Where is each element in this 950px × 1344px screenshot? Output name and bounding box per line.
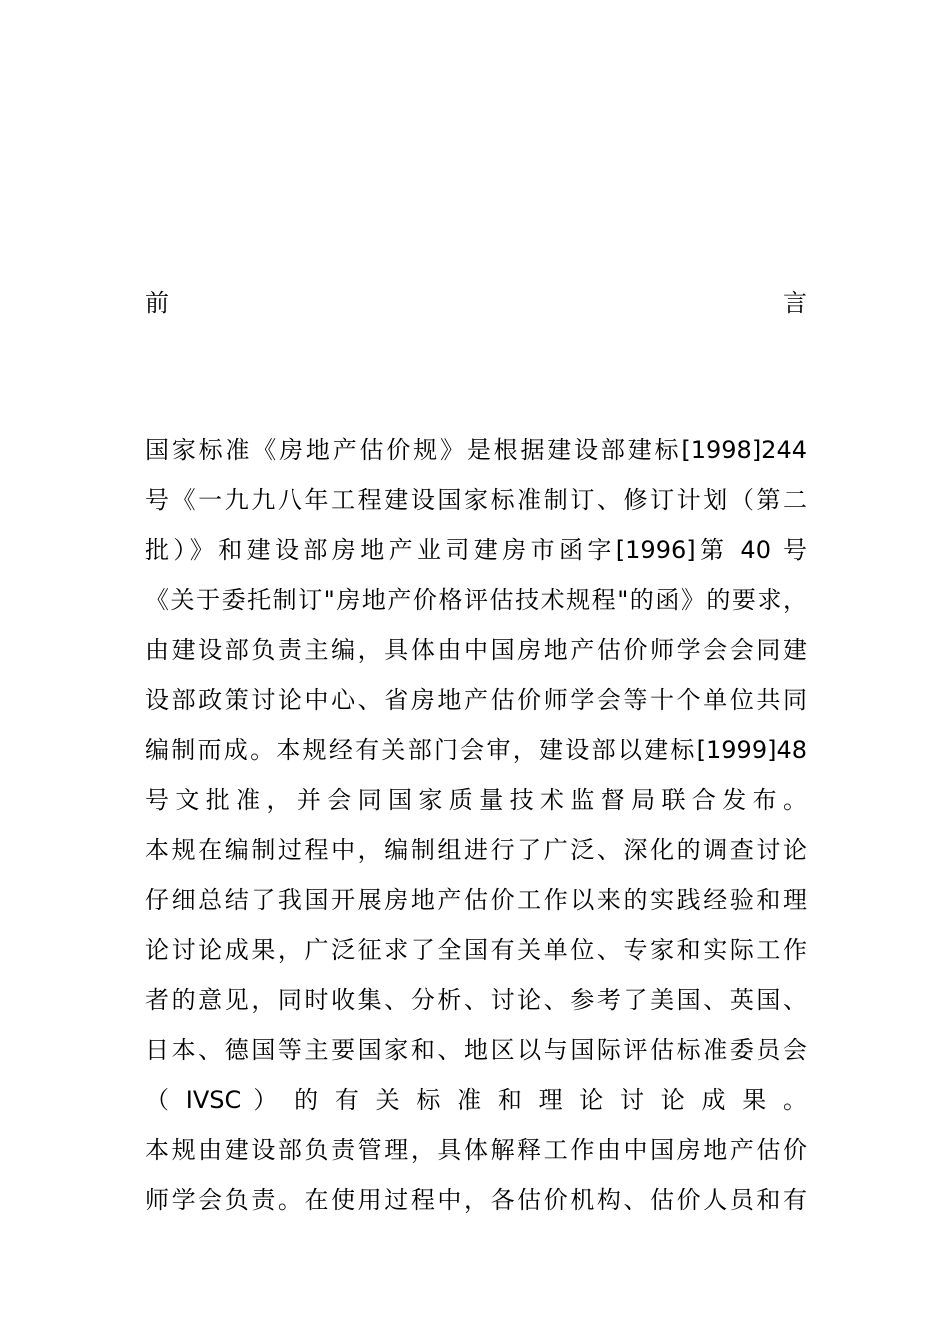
heading-left-char: 前 (145, 288, 169, 317)
text-line: 号文批准，并会同国家质量技术监督局联合发布。 (145, 786, 807, 814)
text-line: 由建设部负责主编，具体由中国房地产估价师学会会同建 (145, 636, 807, 664)
text-line: 仔细总结了我国开展房地产估价工作以来的实践经验和理 (145, 886, 807, 914)
text-line: （ IVSC ） 的 有 关 标 准 和 理 论 讨 论 成 果 。 (145, 1086, 807, 1114)
text-line: 设部政策讨论中心、省房地产估价师学会等十个单位共同 (145, 686, 807, 714)
body-paragraph (145, 428, 807, 1228)
text-line: 《关于委托制订"房地产价格评估技术规程"的函》的要求， (145, 586, 807, 614)
text-line: 号《一九九八年工程建设国家标准制订、修订计划（第二 (145, 486, 807, 514)
text-line: 本规在编制过程中，编制组进行了广泛、深化的调查讨论 (145, 836, 807, 864)
text-line: 本规由建设部负责管理，具体解释工作由中国房地产估价 (145, 1136, 807, 1164)
section-heading (145, 280, 807, 320)
text-line: 编制而成。本规经有关部门会审，建设部以建标[1999]48 (145, 736, 807, 764)
text-line: 日本、德国等主要国家和、地区以与国际评估标准委员会 (145, 1036, 807, 1064)
text-line: 批）》和建设部房地产业司建房市函字[1996]第 40 号 (145, 536, 807, 564)
heading-right-char: 言 (783, 288, 807, 317)
text-line: 国家标准《房地产估价规》是根据建设部建标[1998]244 (145, 436, 807, 464)
text-line: 者的意见，同时收集、分析、讨论、参考了美国、英国、 (145, 986, 807, 1014)
text-line: 师学会负责。在使用过程中，各估价机构、估价人员和有 (145, 1186, 807, 1214)
text-line: 论讨论成果，广泛征求了全国有关单位、专家和实际工作 (145, 936, 807, 964)
